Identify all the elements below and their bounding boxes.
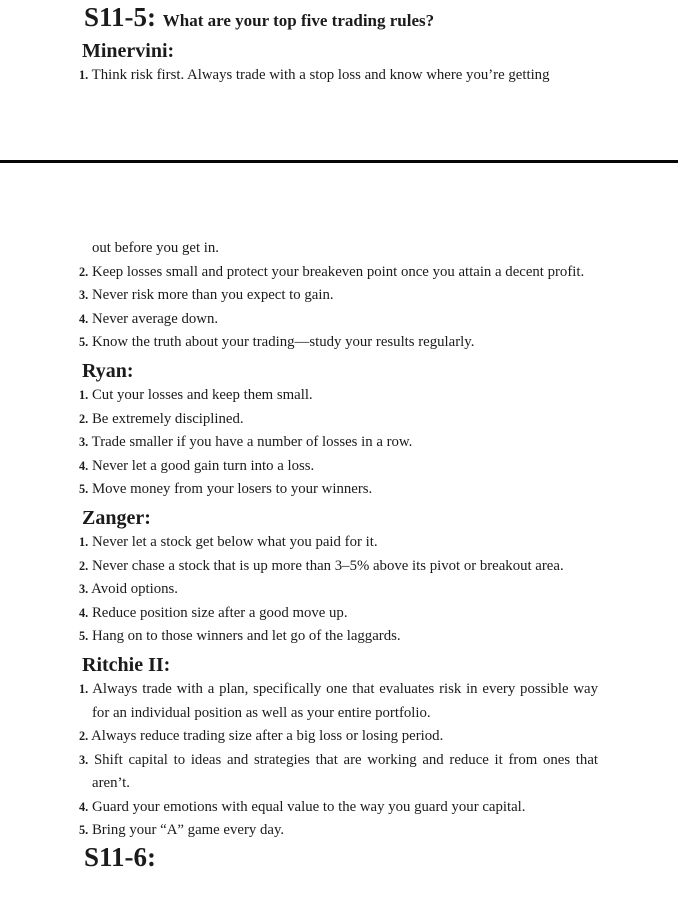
rule-text: Always reduce trading size after a big loss or losing period. (91, 728, 444, 745)
question-title: What are your top five trading rules? (162, 11, 435, 30)
rule-number: 4. (79, 799, 89, 814)
rule-item (79, 602, 598, 626)
rule-item (79, 678, 598, 725)
question-id: S11-5: (84, 2, 157, 32)
rule-text: Never average down. (91, 310, 219, 327)
rule-item (79, 455, 598, 479)
rules-list-ryan (79, 384, 598, 502)
rule-item (79, 478, 598, 502)
rule-number: 3. (79, 582, 89, 597)
rule-text: Know the truth about your trading—study your results regularly. (91, 334, 475, 351)
rule-number: 2. (79, 411, 89, 426)
rules-list-ritchie (79, 678, 598, 843)
rule-text: Hang on to those winners and let go of the laggards. (91, 628, 401, 645)
page-two (0, 163, 678, 872)
rule-number: 2. (79, 729, 89, 744)
rule-text: Trade smaller if you have a number of losses in a row. (91, 434, 413, 451)
rule-text: Cut your losses and keep them small. (91, 386, 313, 403)
rule-item (79, 625, 598, 649)
rule-number: 4. (79, 311, 89, 326)
rule-number: 4. (79, 605, 89, 620)
section-heading-minervini: Minervini: (82, 40, 175, 62)
rule-item (79, 796, 598, 820)
rule-text: Always trade with a plan, specifically one that evaluates risk in every possible way for an individual position as well as your entire portfolio. (92, 680, 599, 721)
rule-text: Be extremely disciplined. (91, 410, 244, 427)
rule-text: Never let a good gain turn into a loss. (91, 457, 315, 474)
rule-text: Think risk first. Always trade with a stop loss and know where you’re getting (91, 67, 550, 83)
rules-list-zanger (79, 531, 598, 649)
rule-text: Never chase a stock that is up more than 3–5% above its pivot or breakout area. (91, 557, 564, 574)
rule-item (79, 331, 598, 355)
next-question-id: S11-6: (84, 842, 157, 873)
rule-number: 5. (79, 629, 89, 644)
rule-item (79, 408, 598, 432)
section-heading-ritchie: Ritchie II: (82, 653, 171, 676)
rule-text: Reduce position size after a good move up. (91, 604, 348, 621)
section-heading-ryan: Ryan: (82, 359, 134, 382)
rule-item (79, 555, 598, 579)
rule-text: Avoid options. (91, 581, 178, 598)
rule-number: 3. (79, 288, 89, 303)
rule-number: 5. (79, 823, 89, 838)
section-heading-zanger: Zanger: (82, 506, 151, 529)
rule-text: Shift capital to ideas and strategies that are working and reduce it from ones that aren’t. (92, 751, 598, 792)
rule-number: 5. (79, 335, 89, 350)
rule-item (79, 819, 598, 843)
rule-text: Bring your “A” game every day. (91, 822, 285, 839)
rule-text: Move money from your losers to your winners. (91, 481, 373, 498)
rule-number: 1. (79, 534, 89, 549)
rule-text: Keep losses small and protect your breakeven point once you attain a decent profit. (91, 263, 585, 280)
rule-number: 2. (79, 264, 89, 279)
rule-item (79, 531, 598, 555)
rule-continuation-text: out before you get in. (92, 240, 219, 256)
question-heading (84, 3, 598, 35)
rule-number: 1. (79, 68, 89, 82)
rule-item (79, 749, 598, 796)
rule-text: Guard your emotions with equal value to the way you guard your capital. (91, 798, 526, 815)
rule-text: Never let a stock get below what you paid for it. (91, 533, 378, 550)
rule-item (79, 308, 598, 332)
rule-item (79, 578, 598, 602)
rules-list-minervini (79, 261, 598, 355)
rule-number: 2. (79, 558, 89, 573)
rule-number: 5. (79, 482, 89, 497)
page-one-end (0, 0, 678, 160)
rule-number: 1. (79, 681, 89, 696)
next-question-heading-partial (84, 843, 598, 872)
rule-number: 4. (79, 458, 89, 473)
rule-item (79, 384, 598, 408)
rule-number: 3. (79, 435, 89, 450)
rule-text: Never risk more than you expect to gain. (91, 287, 334, 304)
rules-list-minervini-page1 (79, 64, 598, 88)
rule-number: 1. (79, 387, 89, 402)
rule-number: 3. (79, 752, 89, 767)
rule-item (79, 64, 598, 88)
rule-item (79, 284, 598, 308)
rule-item (79, 725, 598, 749)
rule-item (79, 261, 598, 285)
rule-item (79, 431, 598, 455)
